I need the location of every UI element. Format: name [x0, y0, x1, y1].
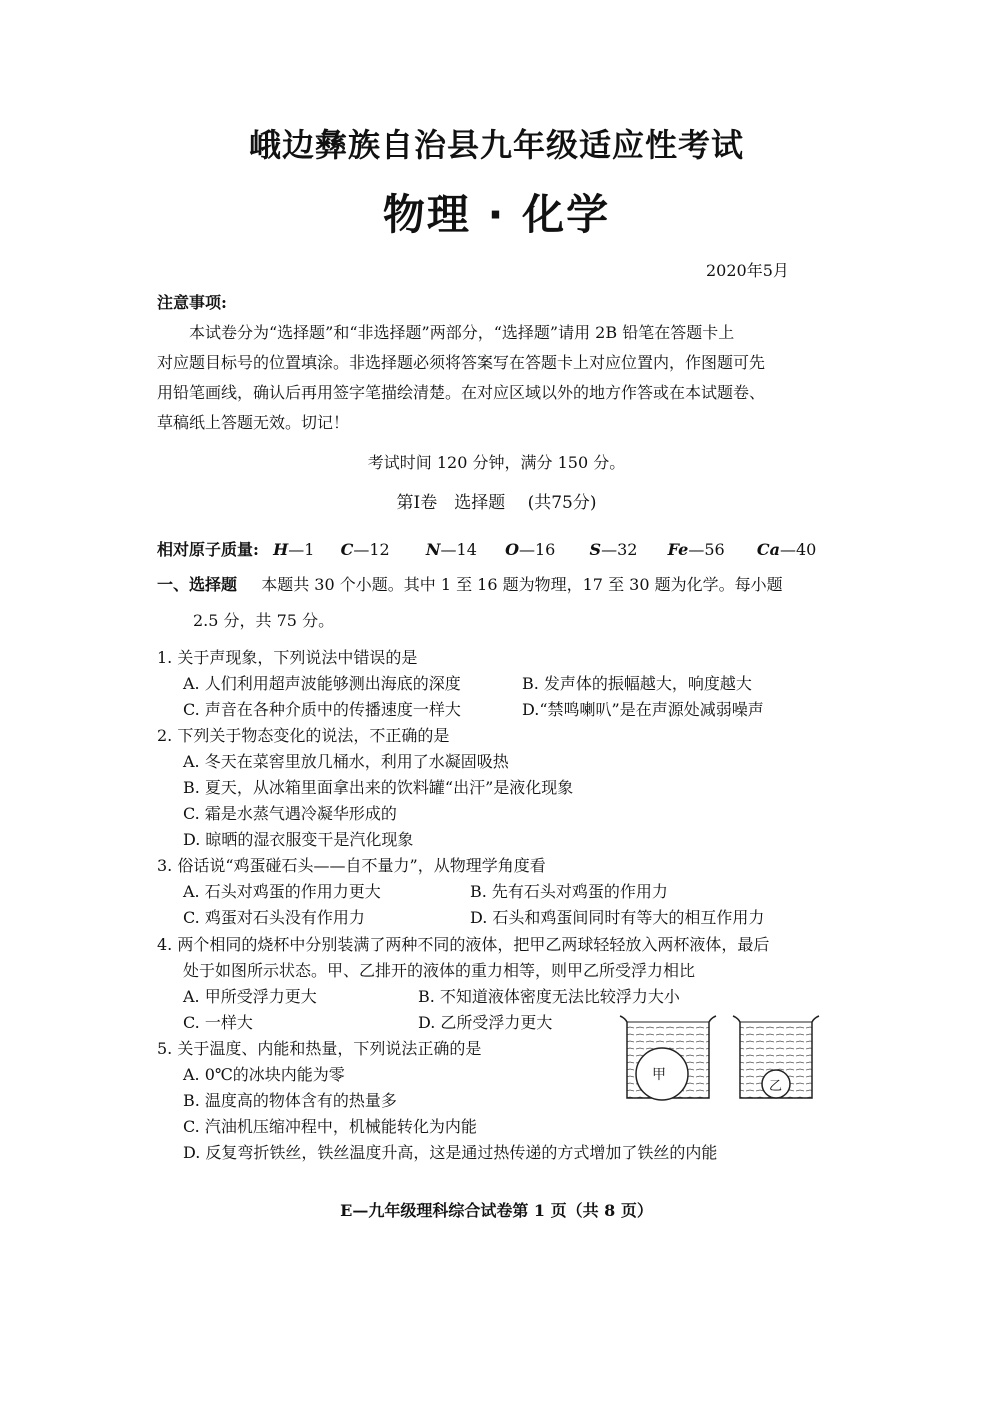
- question-5-option-c: C. 汽油机压缩冲程中，机械能转化为内能: [183, 1117, 477, 1136]
- part-one-desc: 本题共 30 个小题。其中 1 至 16 题为物理，17 至 30 题为化学。每小题: [261, 575, 783, 594]
- element-mass: —16: [519, 540, 556, 559]
- question-1-option-b: B. 发声体的振幅越大，响度越大: [522, 674, 752, 693]
- question-4-stem-2: 处于如图所示状态。甲、乙排开的液体的重力相等，则甲乙所受浮力相比: [183, 961, 696, 980]
- beaker-left: [620, 1016, 716, 1100]
- element-symbol: H: [273, 540, 289, 559]
- notice-line: 对应题目标号的位置填涂。非选择题必须将答案写在答题卡上对应位置内，作图题可先: [157, 353, 766, 372]
- question-3-option-b: B. 先有石头对鸡蛋的作用力: [470, 882, 668, 901]
- exam-title: 峨边彝族自治县九年级适应性考试: [248, 126, 744, 164]
- element-symbol: C: [340, 540, 354, 559]
- question-5-option-a: A. 0℃的冰块内能为零: [183, 1065, 345, 1084]
- element-symbol: O: [505, 540, 519, 559]
- question-2-option-b: B. 夏天，从冰箱里面拿出来的饮料罐“出汗”是液化现象: [183, 778, 574, 797]
- atomic-mass-label: 相对原子质量:: [157, 540, 259, 559]
- subject-title: 物理 · 化学: [382, 190, 611, 239]
- question-4-option-b: B. 不知道液体密度无法比较浮力大小: [418, 987, 680, 1006]
- element-symbol: N: [425, 540, 441, 559]
- page-footer: E—九年级理科综合试卷第 1 页（共 8 页）: [340, 1201, 653, 1220]
- exam-date: 2020年5月: [706, 261, 789, 280]
- question-4-option-a: A. 甲所受浮力更大: [183, 987, 317, 1006]
- element-mass: —14: [440, 540, 477, 559]
- part-one-head: 一、选择题: [157, 575, 238, 594]
- atomic-mass-line: [157, 537, 816, 560]
- question-5-stem: 5. 关于温度、内能和热量，下列说法正确的是: [157, 1039, 482, 1058]
- question-1-option-c: C. 声音在各种介质中的传播速度一样大: [183, 700, 461, 719]
- part-one-desc-2: 2.5 分，共 75 分。: [193, 611, 335, 630]
- question-4-option-c: C. 一样大: [183, 1013, 253, 1032]
- element-mass: —56: [688, 540, 725, 559]
- question-4-stem: 4. 两个相同的烧杯中分别装满了两种不同的液体，把甲乙两球轻轻放入两杯液体，最后: [157, 935, 770, 954]
- question-4-option-d: D. 乙所受浮力更大: [418, 1013, 553, 1032]
- question-3-option-d: D. 石头和鸡蛋间同时有等大的相互作用力: [470, 908, 765, 927]
- question-1-option-a: A. 人们利用超声波能够测出海底的深度: [183, 674, 461, 693]
- question-3-option-a: A. 石头对鸡蛋的作用力更大: [183, 882, 381, 901]
- question-3-option-c: C. 鸡蛋对石头没有作用力: [183, 908, 365, 927]
- element-mass: —32: [601, 540, 638, 559]
- question-2-option-a: A. 冬天在菜窖里放几桶水，利用了水凝固吸热: [183, 752, 509, 771]
- element-symbol: Ca: [756, 540, 780, 559]
- notice-body: [157, 318, 837, 438]
- notice-line: 草稿纸上答题无效。切记！: [157, 413, 350, 432]
- question-2-stem: 2. 下列关于物态变化的说法，不正确的是: [157, 726, 450, 745]
- section-title: 第Ⅰ卷 选择题 (共75分): [396, 493, 597, 513]
- figure-label-jia: 甲: [652, 1067, 666, 1083]
- question-2-option-c: C. 霜是水蒸气遇冷凝华形成的: [183, 804, 397, 823]
- question-3-stem: 3. 俗话说“鸡蛋碰石头——自不量力”，从物理学角度看: [157, 856, 546, 875]
- notice-line: 本试卷分为“选择题”和“非选择题”两部分，“选择题”请用 2B 铅笔在答题卡上: [189, 323, 735, 342]
- beakers-figure: [615, 1010, 825, 1105]
- element-mass: —12: [353, 540, 390, 559]
- figure-label-yi: 乙: [769, 1079, 783, 1094]
- notice-heading: 注意事项:: [157, 293, 227, 312]
- part-one-line: [157, 572, 783, 595]
- element-symbol: S: [589, 540, 602, 559]
- question-2-option-d: D. 晾晒的湿衣服变干是汽化现象: [183, 830, 414, 849]
- element-mass: —40: [779, 540, 817, 559]
- element-mass: —1: [288, 540, 315, 559]
- element-symbol: Fe: [667, 540, 689, 559]
- question-1-stem: 1. 关于声现象，下列说法中错误的是: [157, 648, 418, 667]
- question-5-option-d: D. 反复弯折铁丝，铁丝温度升高，这是通过热传递的方式增加了铁丝的内能: [183, 1143, 718, 1162]
- exam-time: 考试时间 120 分钟，满分 150 分。: [367, 453, 626, 472]
- question-5-option-b: B. 温度高的物体含有的热量多: [183, 1091, 397, 1110]
- notice-line: 用铅笔画线，确认后再用签字笔描绘清楚。在对应区域以外的地方作答或在本试题卷、: [157, 383, 766, 402]
- question-1-option-d: D.“禁鸣喇叭”是在声源处减弱噪声: [522, 700, 764, 719]
